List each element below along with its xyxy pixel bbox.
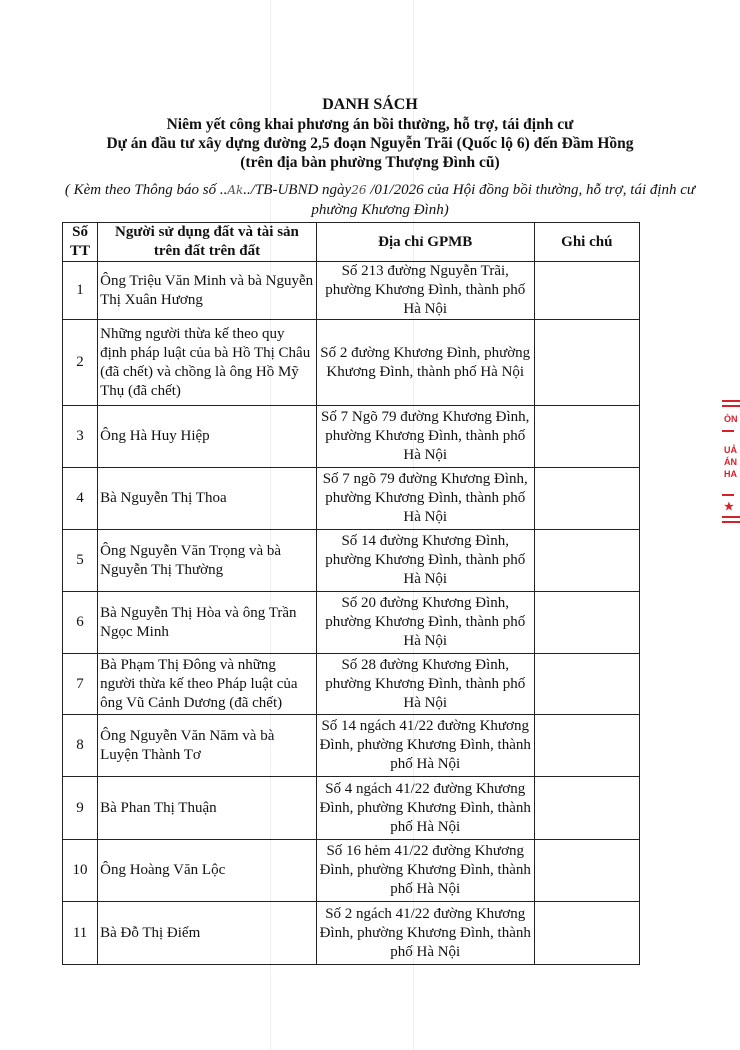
cell-stt: 7: [63, 654, 98, 715]
cell-address: Số 16 hẻm 41/22 đường Khương Đình, phường Khương Đình, thành phố Hà Nội: [316, 840, 534, 902]
cell-note: [534, 654, 639, 715]
header-note: Ghi chú: [534, 223, 639, 262]
cell-address: Số 20 đường Khương Đình, phường Khương Đình, thành phố Hà Nội: [316, 592, 534, 654]
compensation-list-table: [62, 222, 640, 965]
table-row: [63, 406, 640, 468]
handwritten-day: 26: [351, 183, 367, 197]
cell-note: [534, 320, 639, 406]
stamp-text: ÒN: [724, 414, 738, 424]
note-suffix: /01/2026 của Hội đồng bồi thường, hỗ trợ, tái định cư phường Khương Đình): [311, 182, 696, 218]
document-title: DANH SÁCH: [322, 96, 418, 113]
table-header-row: [63, 223, 640, 262]
cell-stt: 5: [63, 530, 98, 592]
note-middle: ../TB-UBND ngày: [243, 182, 352, 198]
subtitle-line-3: (trên địa bàn phường Thượng Đình cũ): [240, 154, 500, 171]
subtitle-line-1: Niêm yết công khai phương án bồi thường, hỗ trợ, tái định cư: [166, 116, 574, 133]
subtitle-line-2: Dự án đầu tư xây dựng đường 2,5 đoạn Nguyễn Trãi (Quốc lộ 6) đến Đầm Hồng: [106, 135, 634, 152]
cell-note: [534, 715, 639, 777]
cell-owner: Bà Phan Thị Thuận: [98, 777, 317, 840]
cell-note: [534, 406, 639, 468]
attachment-note: [40, 180, 720, 220]
cell-stt: 2: [63, 320, 98, 406]
cell-stt: 1: [63, 262, 98, 320]
note-prefix: ( Kèm theo Thông báo số ..: [64, 182, 228, 198]
cell-owner: Bà Nguyễn Thị Hòa và ông Trần Ngọc Minh: [98, 592, 317, 654]
table-row: [63, 840, 640, 902]
cell-address: Số 28 đường Khương Đình, phường Khương Đình, thành phố Hà Nội: [316, 654, 534, 715]
cell-stt: 8: [63, 715, 98, 777]
cell-owner: Bà Đỗ Thị Điểm: [98, 902, 317, 965]
cell-note: [534, 840, 639, 902]
cell-stt: 9: [63, 777, 98, 840]
stamp-text: UẢ: [724, 445, 737, 455]
table-row: [63, 468, 640, 530]
cell-note: [534, 468, 639, 530]
header-address: Địa chỉ GPMB: [316, 223, 534, 262]
table-row: [63, 320, 640, 406]
table-row: [63, 715, 640, 777]
table-row: [63, 902, 640, 965]
header-owner: Người sử dụng đất và tài sản trên đất trên đất: [98, 223, 317, 262]
cell-address: Số 4 ngách 41/22 đường Khương Đình, phường Khương Đình, thành phố Hà Nội: [316, 777, 534, 840]
cell-owner: Ông Nguyễn Văn Năm và bà Luyện Thành Tơ: [98, 715, 317, 777]
cell-note: [534, 592, 639, 654]
cell-address: Số 14 ngách 41/22 đường Khương Đình, phường Khương Đình, thành phố Hà Nội: [316, 715, 534, 777]
cell-owner: Những người thừa kế theo quy định pháp luật của bà Hồ Thị Châu (đã chết) và chồng là ông Hồ Mỹ Thụ (đã chết): [98, 320, 317, 406]
cell-address: Số 2 ngách 41/22 đường Khương Đình, phường Khương Đình, thành phố Hà Nội: [316, 902, 534, 965]
cell-stt: 3: [63, 406, 98, 468]
table-row: [63, 592, 640, 654]
cell-address: Số 2 đường Khương Đình, phường Khương Đình, thành phố Hà Nội: [316, 320, 534, 406]
cell-note: [534, 530, 639, 592]
cell-address: Số 213 đường Nguyễn Trãi, phường Khương Đình, thành phố Hà Nội: [316, 262, 534, 320]
cell-stt: 11: [63, 902, 98, 965]
table-row: [63, 654, 640, 715]
stamp-text: ÁN: [724, 457, 737, 467]
table-row: [63, 262, 640, 320]
star-icon: ★: [724, 501, 734, 513]
cell-address: Số 7 ngõ 79 đường Khương Đình, phường Khương Đình, thành phố Hà Nội: [316, 468, 534, 530]
stamp-text: HA: [724, 469, 737, 479]
cell-owner: Bà Nguyễn Thị Thoa: [98, 468, 317, 530]
cell-stt: 4: [63, 468, 98, 530]
cell-owner: Ông Triệu Văn Minh và bà Nguyễn Thị Xuân Hương: [98, 262, 317, 320]
table-row: [63, 777, 640, 840]
table-row: [63, 530, 640, 592]
cell-note: [534, 902, 639, 965]
handwritten-number: Ak: [227, 183, 244, 197]
cell-owner: Ông Hà Huy Hiệp: [98, 406, 317, 468]
cell-owner: Ông Nguyễn Văn Trọng và bà Nguyễn Thị Thường: [98, 530, 317, 592]
header-stt: Số TT: [63, 223, 98, 262]
cell-owner: Bà Phạm Thị Đông và những người thừa kế theo Pháp luật của ông Vũ Cảnh Dương (đã chết): [98, 654, 317, 715]
cell-note: [534, 777, 639, 840]
cell-note: [534, 262, 639, 320]
cell-address: Số 7 Ngõ 79 đường Khương Đình, phường Khương Đình, thành phố Hà Nội: [316, 406, 534, 468]
cell-stt: 6: [63, 592, 98, 654]
cell-owner: Ông Hoàng Văn Lộc: [98, 840, 317, 902]
red-seal-stamp-fragment: [722, 400, 740, 530]
cell-stt: 10: [63, 840, 98, 902]
cell-address: Số 14 đường Khương Đình, phường Khương Đình, thành phố Hà Nội: [316, 530, 534, 592]
